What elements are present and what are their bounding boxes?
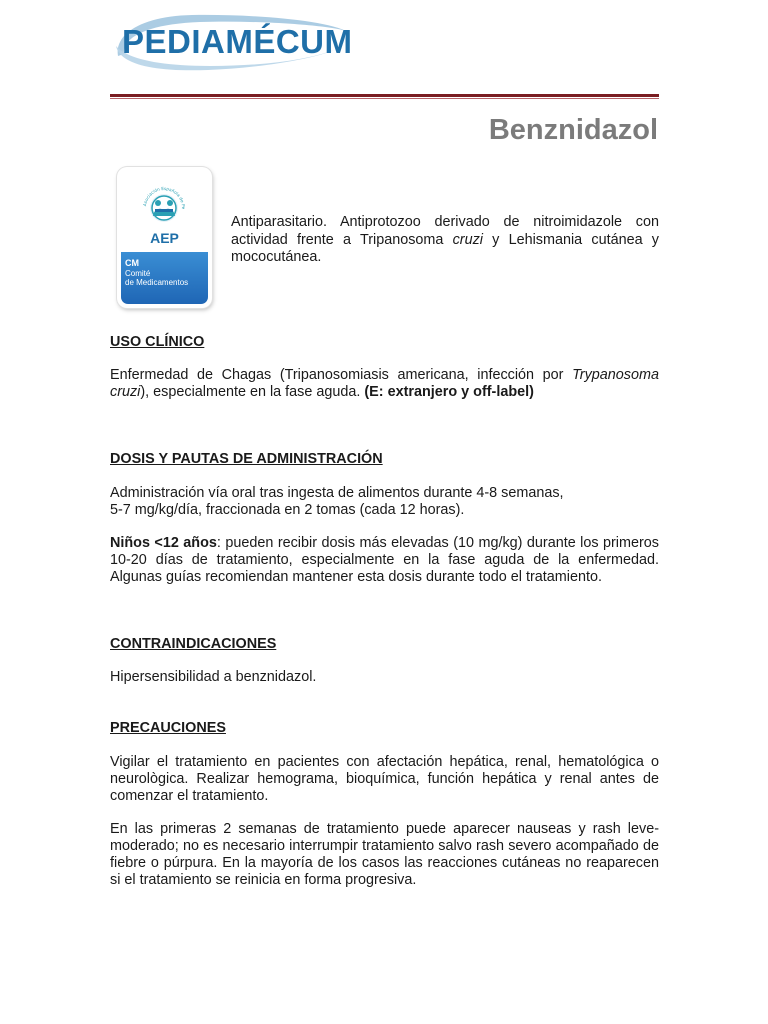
dosis-line-2: 5-7 mg/kg/día, fraccionada en 2 tomas (cada 12 horas). [110,502,465,518]
badge-medicamentos: de Medicamentos [125,278,189,287]
header-rule [110,94,659,97]
precauciones-paragraph-2: En las primeras 2 semanas de tratamiento puede aparecer nauseas y rash leve-moderado; no es necesario interrumpir tratamiento salvo rash severo acompañado de fiebre o púrpura. En la mayoría de los casos las reacciones cutáneas no reaparecen si el tratamiento se reinicia en forma progresiva. [110,821,659,888]
precauciones-paragraph-1: Vigilar el tratamiento en pacientes con afectación hepática, renal, hematológica o neurològica. Realizar hemograma, bioquímica, función hepática y renal antes de comenzar el tratamiento. [110,754,659,804]
intro-text-2: y Lehismania cutánea y mococutánea. [231,231,659,265]
logo-text: PEDIAMÉCUM [122,23,353,60]
uso-clinico-heading: USO CLÍNICO [110,334,205,350]
uso-clinico-paragraph [110,367,659,401]
badge-cm-text [125,259,188,288]
intro-italic: cruzi [452,231,483,248]
dosis-heading: DOSIS Y PAUTAS DE ADMINISTRACIÓN [110,451,383,467]
children-emblem-icon [139,181,189,231]
aep-badge [117,167,212,308]
contraindicaciones-heading: CONTRAINDICACIONES [110,636,277,652]
badge-circle-text: Asociación Española de Pe [142,185,187,210]
intro-text-1: Antiparasitario. Antiprotozoo derivado de nitroimidazole con actividad frente a Tripanosoma [231,214,659,248]
dosis-ninos-paragraph [110,535,659,586]
uso-clinico-bold: (E: extranjero y off-label) [364,384,534,400]
uso-clinico-text-2: ), especialmente en la fase aguda. [140,384,365,400]
badge-cm-abbr: CM [125,258,139,268]
precauciones-heading: PRECAUCIONES [110,720,226,736]
contraindicaciones-text: Hipersensibilidad a benznidazol. [110,669,317,685]
dosis-paragraph-1 [110,485,659,519]
uso-clinico-italic: Trypanosoma cruzi [110,367,659,400]
dosis-line-1: Administración vía oral tras ingesta de alimentos durante 4-8 semanas, [110,485,564,501]
badge-comite: Comité [125,268,151,278]
header-rule-thin [110,98,659,99]
badge-aep-label: AEP [150,230,179,246]
uso-clinico-text-1: Enfermedad de Chagas (Tripanosomiasis americana, infección por [110,367,573,383]
page-title: Benznidazol [488,114,658,146]
intro-paragraph [231,214,659,267]
dosis-ninos-text: : pueden recibir dosis más elevadas (10 mg/kg) durante los primeros 10-20 días de tratamiento, especialmente en la fase aguda de la enfermedad. Algunas guías recomiendan mantener esta dosis durante todo el tratamiento. [110,535,659,585]
dosis-ninos-bold: Niños <12 años [110,535,217,551]
pediamecum-logo [112,12,357,74]
